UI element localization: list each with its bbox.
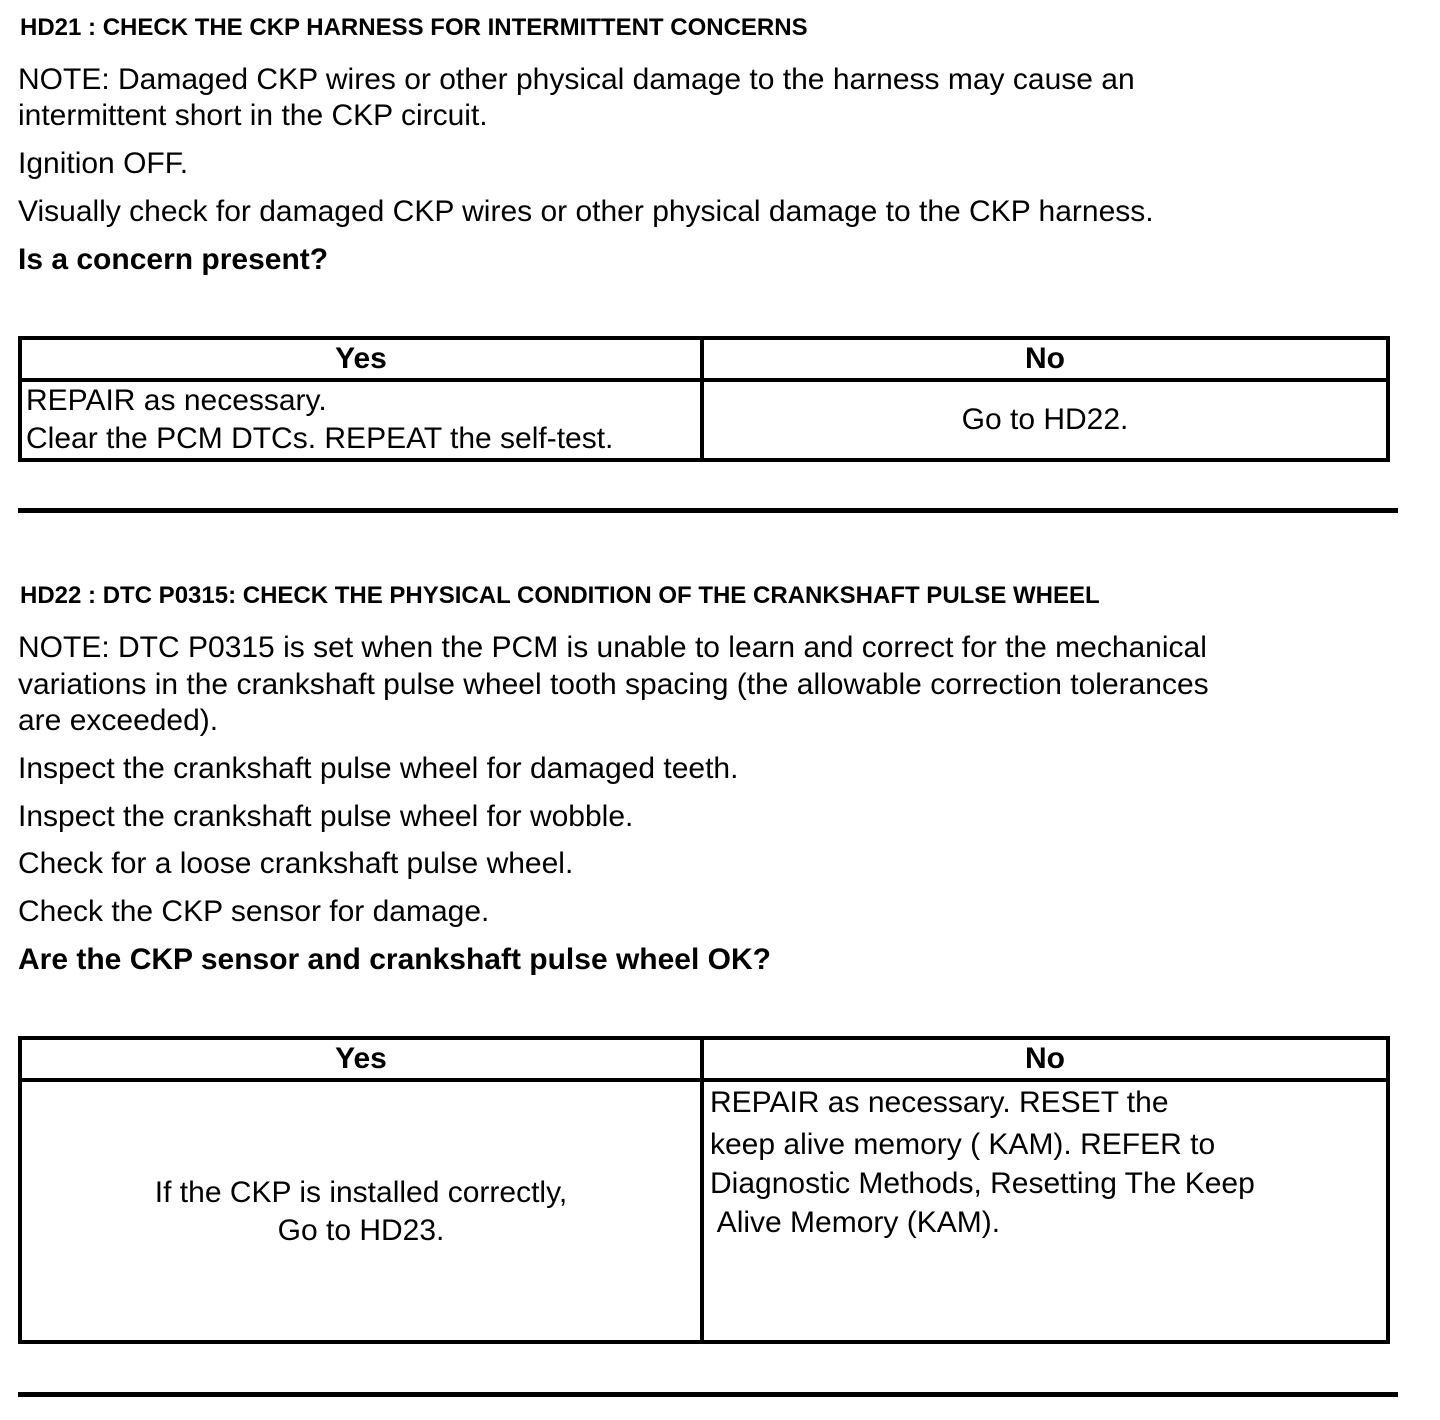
hd21-no-cell: Go to HD22.: [702, 380, 1388, 460]
hd22-no-line4: Alive Memory (KAM).: [710, 1206, 1001, 1239]
hd21-divider: [18, 508, 1398, 513]
hd21-note-line1: NOTE: Damaged CKP wires or other physical damage to the harness may cause an: [18, 63, 1135, 96]
hd21-heading: HD21 : CHECK THE CKP HARNESS FOR INTERMITTENT CONCERNS: [20, 14, 808, 41]
hd22-yes-line1: If the CKP is installed correctly,: [154, 1176, 568, 1209]
hd22-divider: [18, 1392, 1398, 1397]
hd22-step-loose-wheel: Check for a loose crankshaft pulse wheel.: [18, 847, 574, 880]
hd21-yes-cell: [20, 380, 702, 460]
hd22-step-sensor-damage: Check the CKP sensor for damage.: [18, 895, 490, 928]
hd22-no-line2: keep alive memory ( KAM). REFER to: [710, 1128, 1216, 1161]
hd21-yes-line2: Clear the PCM DTCs. REPEAT the self-test.: [26, 422, 614, 455]
hd22-heading: HD22 : DTC P0315: CHECK THE PHYSICAL CONDITION OF THE CRANKSHAFT PULSE WHEEL: [20, 582, 1100, 609]
hd21-yes-header: Yes: [20, 338, 702, 380]
hd21-yes-line1: REPAIR as necessary.: [26, 384, 327, 417]
hd21-decision-table: [18, 336, 1390, 462]
hd22-step-damaged-teeth: Inspect the crankshaft pulse wheel for damaged teeth.: [18, 752, 739, 785]
hd22-note-line2: variations in the crankshaft pulse wheel tooth spacing (the allowable correction tolerances: [18, 668, 1209, 701]
hd22-note-line3: are exceeded).: [18, 704, 219, 737]
hd21-step-visual-check: Visually check for damaged CKP wires or other physical damage to the CKP harness.: [18, 195, 1154, 228]
hd22-step-wobble: Inspect the crankshaft pulse wheel for wobble.: [18, 800, 634, 833]
hd21-no-header: No: [702, 338, 1388, 380]
hd22-yes-line2: Go to HD23.: [277, 1214, 445, 1247]
hd22-no-line1: REPAIR as necessary. RESET the: [710, 1086, 1169, 1119]
hd22-note-line1: NOTE: DTC P0315 is set when the PCM is unable to learn and correct for the mechanical: [18, 631, 1207, 664]
hd22-no-cell: [702, 1080, 1388, 1342]
hd22-no-line3: Diagnostic Methods, Resetting The Keep: [710, 1167, 1255, 1200]
hd21-step-ignition: Ignition OFF.: [18, 147, 189, 180]
hd22-no-header: No: [702, 1038, 1388, 1080]
hd21-section: [18, 0, 1398, 520]
hd21-note-line2: intermittent short in the CKP circuit.: [18, 99, 488, 132]
hd21-question: Is a concern present?: [18, 243, 329, 276]
hd22-yes-cell: [20, 1080, 702, 1342]
hd22-decision-table: [18, 1036, 1390, 1344]
hd22-question: Are the CKP sensor and crankshaft pulse wheel OK?: [18, 943, 771, 976]
hd22-section: [18, 570, 1398, 1420]
hd22-yes-header: Yes: [20, 1038, 702, 1080]
